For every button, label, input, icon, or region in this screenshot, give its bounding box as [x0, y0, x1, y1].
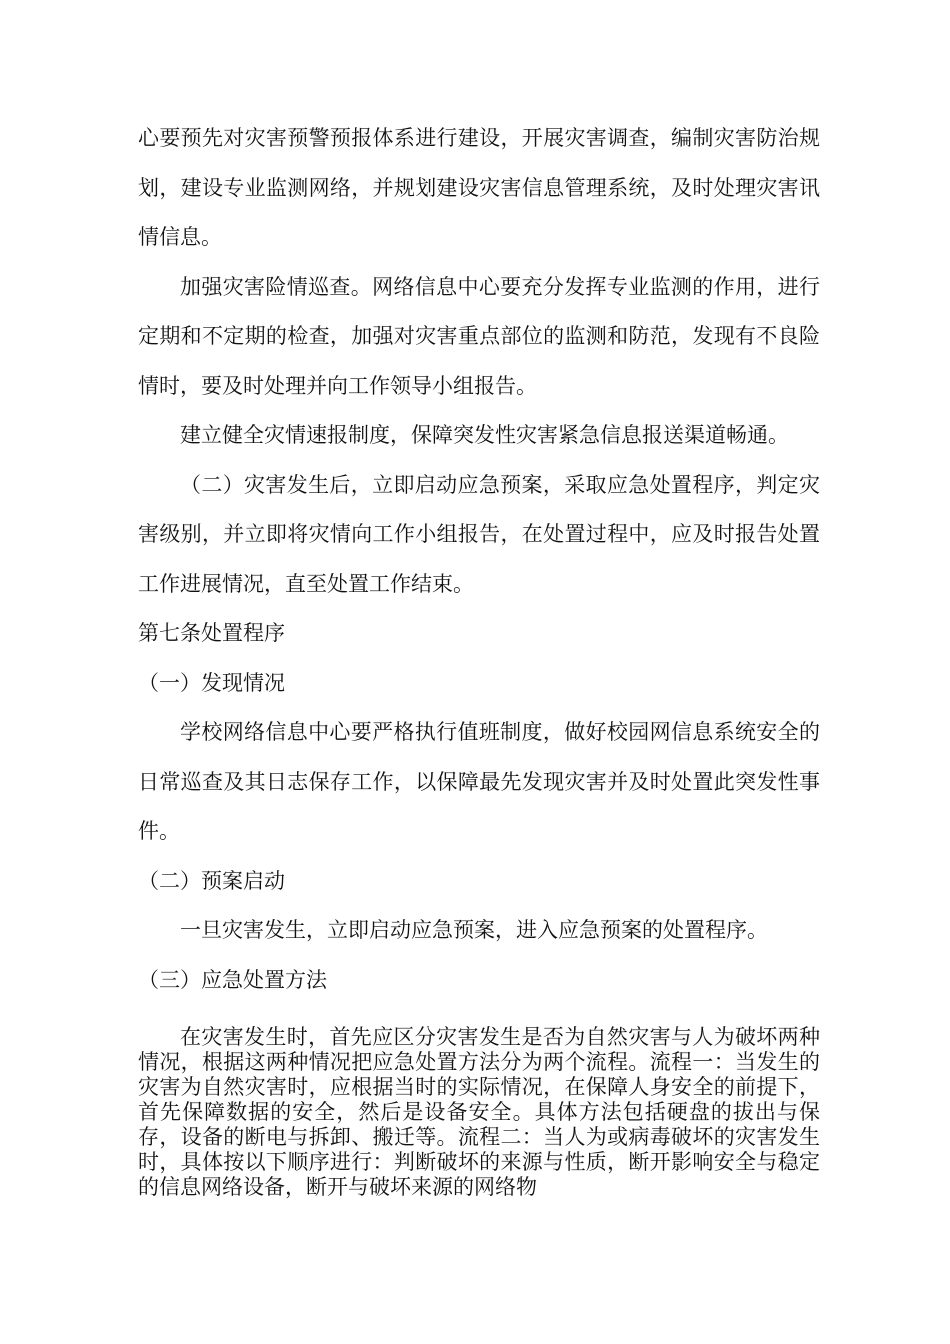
heading-article-seven: 第七条处置程序: [138, 621, 285, 645]
paragraph-activate-plan: 一旦灾害发生，立即启动应急预案，进入应急预案的处置程序。: [180, 918, 768, 942]
paragraph-after-disaster: （二）灾害发生后，立即启动应急预案，采取应急处置程序，判定灾害级别，并立即将灾情向工作小组报告，在处置过程中，应及时报告处置工作进展情况，直至处置工作结束。: [138, 472, 820, 596]
paragraph-duty-system: 学校网络信息中心要严格执行值班制度，做好校园网信息系统安全的日常巡查及其日志保存工作，以保障最先发现灾害并及时处置此突发性事件。: [138, 720, 820, 843]
paragraph-disaster-warning-system: 心要预先对灾害预警预报体系进行建设，开展灾害调查，编制灾害防治规划，建设专业监测网络，并规划建设灾害信息管理系统，及时处理灾害讯情信息。: [138, 126, 820, 249]
heading-plan-activation: （二）预案启动: [138, 868, 285, 893]
heading-emergency-methods: （三）应急处置方法: [138, 967, 327, 992]
document-page: [138, 114, 820, 1200]
paragraph-rapid-reporting: 建立健全灾情速报制度，保障突发性灾害紧急信息报送渠道畅通。: [180, 423, 789, 447]
heading-discovery: （一）发现情况: [138, 670, 285, 695]
paragraph-hazard-inspection: 加强灾害险情巡查。网络信息中心要充分发挥专业监测的作用，进行定期和不定期的检查，加强对灾害重点部位的监测和防范，发现有不良险情时，要及时处理并向工作领导小组报告。: [138, 274, 820, 398]
paragraph-emergency-procedures: 在灾害发生时，首先应区分灾害发生是否为自然灾害与人为破坏两种情况，根据这两种情况把应急处置方法分为两个流程。流程一：当发生的灾害为自然灾害时，应根据当时的实际情况，在保障人身安全的前提下，首先保障数据的安全，然后是设备安全。具体方法包括硬盘的拔出与保存，设备的断电与拆卸、搬迁等。流程二：当人为或病毒破坏的灾害发生时，具体按以下顺序进行：判断破坏的来源与性质，断开影响安全与稳定的信息网络设备，断开与破坏来源的网络物: [138, 1025, 820, 1199]
